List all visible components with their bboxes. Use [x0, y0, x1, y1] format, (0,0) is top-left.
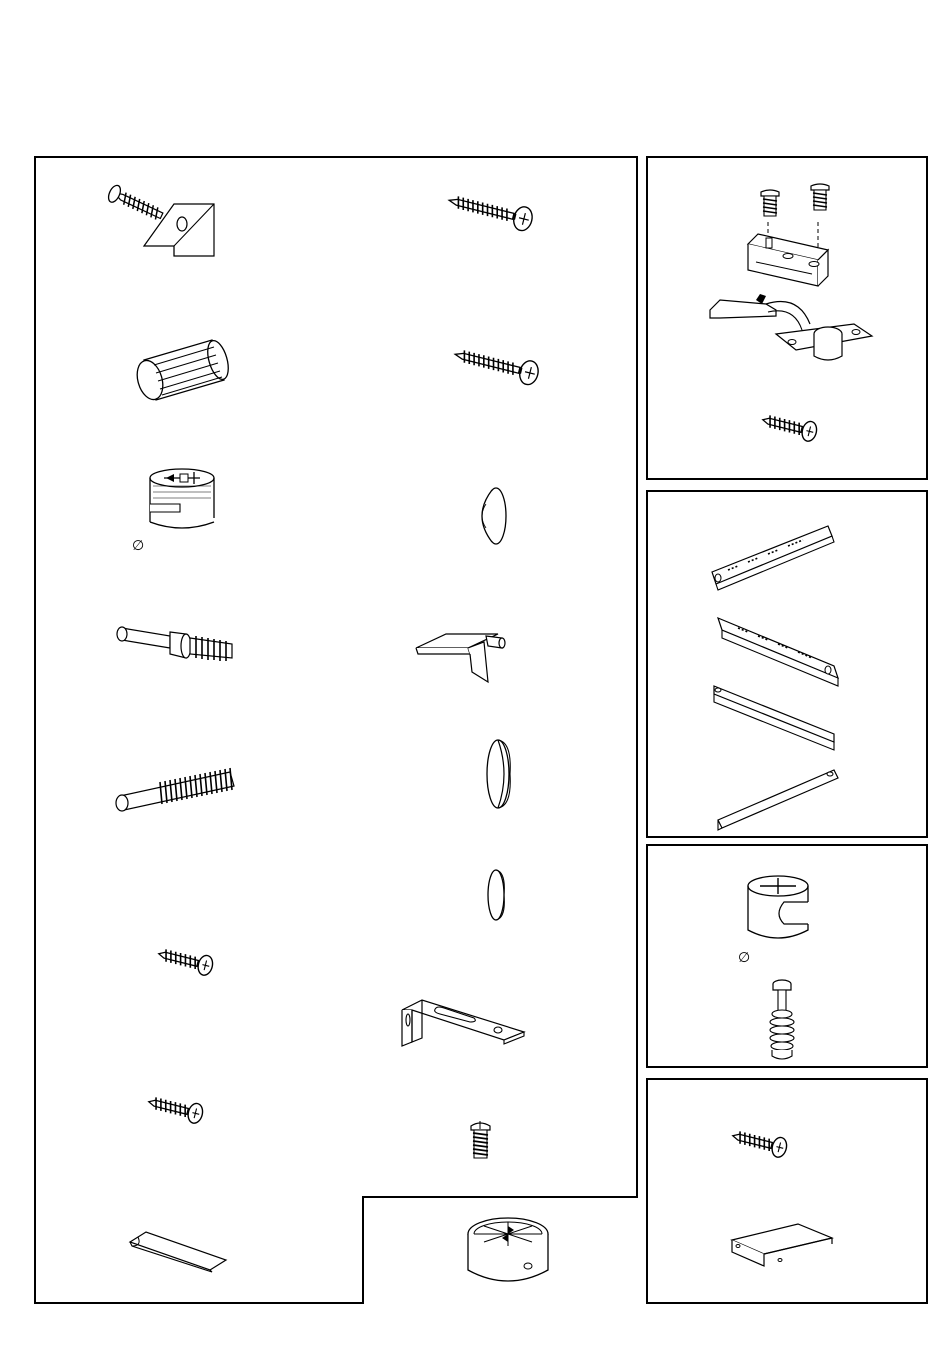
drawer-runner-rail-icon [714, 764, 844, 834]
cam-bolt-pin-icon [112, 614, 242, 674]
leg-glide-sub-panel [362, 1196, 638, 1304]
drawer-runner-rail-icon [708, 518, 838, 598]
threaded-connector-bolt-icon [110, 764, 240, 824]
dome-bumper-icon [472, 484, 512, 548]
main-parts-panel [34, 156, 638, 1304]
round-cap-icon [482, 736, 522, 812]
euro-screw-icon [466, 1120, 496, 1164]
metal-plate-bracket-icon [728, 1220, 838, 1276]
hinge-parts-panel [646, 156, 928, 480]
drawer-runner-panel [646, 490, 928, 838]
cam-lock-panel [646, 844, 928, 1068]
drawer-runner-rail-icon [710, 680, 840, 750]
wood-screw-icon [444, 188, 544, 238]
cam-lock-fitting-icon [144, 466, 224, 536]
short-wood-screw-icon [154, 946, 224, 986]
screw-with-corner-block-icon [104, 184, 224, 264]
drawer-runner-rail-icon [714, 610, 844, 690]
wood-screw-icon [728, 1128, 792, 1168]
diameter-symbol: ∅ [132, 538, 145, 554]
concealed-hinge-icon [706, 214, 876, 374]
small-round-cap-icon [484, 866, 514, 924]
adhesive-pad-icon [126, 1224, 236, 1274]
cam-lock-fitting-icon [744, 872, 818, 948]
wood-screw-icon [450, 342, 550, 392]
short-wood-screw-icon [144, 1094, 214, 1134]
euro-screw-icon [808, 182, 832, 214]
shelf-support-peg-icon [412, 622, 512, 692]
wood-screw-icon [758, 412, 818, 448]
diameter-symbol: ∅ [738, 950, 751, 966]
plate-bracket-panel [646, 1078, 928, 1304]
cam-bolt-dowel-icon [766, 978, 800, 1064]
round-leg-glide-icon [464, 1212, 554, 1292]
angle-bracket-icon [392, 994, 532, 1054]
plastic-dowel-icon [130, 330, 240, 410]
